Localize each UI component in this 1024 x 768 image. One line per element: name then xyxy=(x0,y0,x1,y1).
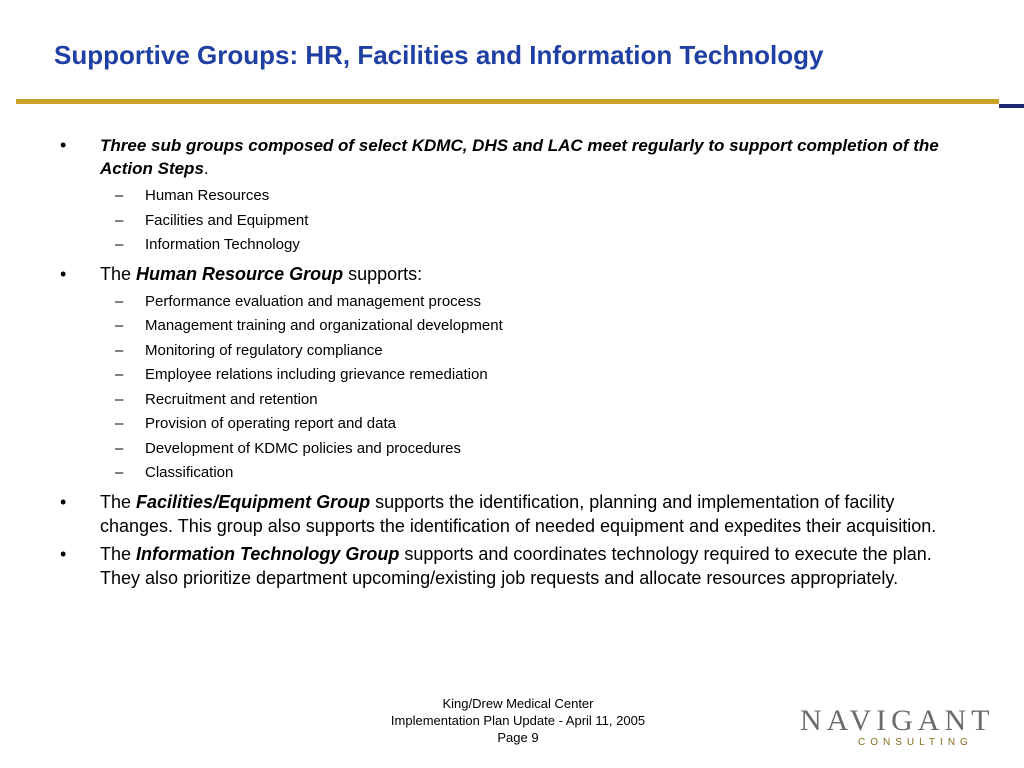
bullet-emphasis: Human Resource Group xyxy=(136,263,344,284)
sub-item-text: Facilities and Equipment xyxy=(145,211,309,229)
sub-item-text: Human Resources xyxy=(145,187,270,204)
sub-list xyxy=(58,290,958,486)
navigant-logo xyxy=(800,704,995,750)
footer-subtitle: Implementation Plan Update - April 11, 2005 xyxy=(390,713,646,728)
dash-marker: – xyxy=(115,292,124,310)
bullet-marker: • xyxy=(60,135,67,155)
bullet-emphasis: Three sub groups composed of select KDMC, DHS and LAC meet regularly to support completion of the Action Steps xyxy=(100,136,939,178)
bullet-rest: supports and coordinates technology required to execute the plan. They also prioritize department upcoming/existing job requests and allocate resources appropriately. xyxy=(100,543,932,588)
bullet-item xyxy=(58,490,958,538)
sub-item xyxy=(58,437,958,462)
slide-title: Supportive Groups: HR, Facilities and Information Technology xyxy=(54,40,824,70)
sub-list xyxy=(58,184,958,258)
logo-tagline: CONSULTING xyxy=(858,737,973,748)
sub-item-text: Management training and organizational development xyxy=(145,317,503,334)
dash-marker: – xyxy=(115,187,124,204)
sub-item-text: Classification xyxy=(145,464,234,481)
bullet-intro: The xyxy=(100,543,137,564)
bullet-marker: • xyxy=(60,491,67,512)
title-rule-navy xyxy=(999,104,1024,108)
sub-item-text: Recruitment and retention xyxy=(145,390,318,408)
bullet-marker: • xyxy=(60,263,67,284)
dash-marker: – xyxy=(115,464,124,481)
bullet-item xyxy=(58,542,958,590)
sub-item xyxy=(58,412,958,437)
sub-item xyxy=(58,388,958,413)
slide-content xyxy=(58,134,958,594)
bullet-rest: supports the identification, planning and implementation of facility changes. This group also supports the identification of needed equipment and expedites their acquisition. xyxy=(100,491,937,536)
dash-marker: – xyxy=(115,415,124,432)
sub-item-text: Monitoring of regulatory compliance xyxy=(145,341,383,359)
bullet-emphasis: Information Technology Group xyxy=(136,543,400,564)
bullet-marker: • xyxy=(60,543,67,564)
footer-org: King/Drew Medical Center xyxy=(442,696,594,711)
bullet-emphasis: Facilities/Equipment Group xyxy=(136,491,371,512)
bullet-rest: supports: xyxy=(343,263,423,284)
sub-item-text: Development of KDMC policies and procedures xyxy=(145,439,461,457)
sub-item xyxy=(58,339,958,364)
page-number: Page 9 xyxy=(497,730,539,745)
sub-item xyxy=(58,209,958,234)
dash-marker: – xyxy=(115,317,124,334)
sub-item xyxy=(58,363,958,388)
bullet-intro: The xyxy=(100,263,137,284)
bullet-item xyxy=(58,134,958,180)
dash-marker: – xyxy=(115,439,124,457)
title-rule-gold xyxy=(16,99,999,104)
sub-item-text: Information Technology xyxy=(145,236,300,253)
dash-marker: – xyxy=(115,211,124,229)
slide-footer xyxy=(360,695,676,746)
bullet-item xyxy=(58,262,958,286)
dash-marker: – xyxy=(115,366,124,383)
sub-item xyxy=(58,290,958,315)
dash-marker: – xyxy=(115,236,124,253)
dash-marker: – xyxy=(115,390,124,408)
sub-item-text: Provision of operating report and data xyxy=(145,415,396,432)
bullet-rest: . xyxy=(203,159,209,178)
sub-item-text: Employee relations including grievance remediation xyxy=(145,366,488,383)
sub-item xyxy=(58,233,958,258)
sub-item xyxy=(58,184,958,209)
dash-marker: – xyxy=(115,341,124,359)
sub-item xyxy=(58,461,958,486)
logo-wordmark: NAVIGANT xyxy=(800,704,995,737)
sub-item-text: Performance evaluation and management process xyxy=(145,292,482,310)
sub-item xyxy=(58,314,958,339)
bullet-intro: The xyxy=(100,491,137,512)
